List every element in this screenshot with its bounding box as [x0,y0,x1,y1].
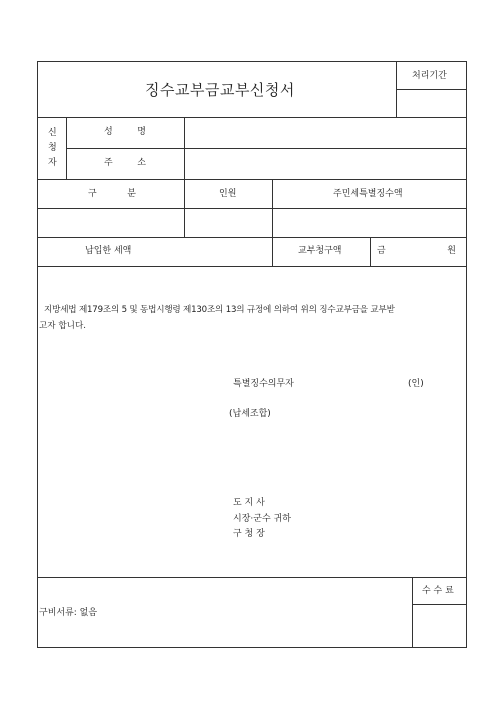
amount-label: 금 원 [377,246,456,256]
body-text-line-2: 고자 합니다. [39,321,86,331]
processing-period-value[interactable] [397,90,466,116]
tax-amount-field[interactable] [273,209,466,236]
obligor-label: 특별징수의무자 [233,379,294,389]
category-header: 구 분 [88,189,136,199]
recipient-mayor: 시장·군수 귀하 [233,514,291,524]
applicant-label-char-1: 신 [48,128,57,138]
processing-period-label: 처리기간 [412,71,447,81]
seal-label: (인) [408,379,424,389]
applicant-label-char-2: 청 [48,143,57,153]
paid-tax-field[interactable] [185,238,272,265]
obligor-signature-field[interactable] [300,376,400,392]
requested-amount-label: 교부청구액 [298,246,342,256]
divider [66,117,67,179]
body-text-line-1: 지방세법 제179조의 5 및 동법시행령 제130조의 13의 규정에 의하여 위의 징수교부금을 교부받 [44,305,395,315]
fee-label: 수 수 료 [422,586,454,596]
association-label: (납세조합) [229,409,271,419]
address-field[interactable] [185,149,466,178]
divider [37,577,467,578]
name-label: 성 명 [104,127,146,137]
name-field[interactable] [185,118,466,147]
count-field[interactable] [185,209,272,236]
category-field[interactable] [38,209,184,236]
applicant-label-char-3: 자 [48,158,57,168]
form-title: 징수교부금교부신청서 [145,81,295,99]
address-label: 주 소 [104,158,146,168]
fee-field[interactable] [413,605,466,647]
tax-amount-header: 주민세특별징수액 [333,189,403,199]
recipient-district-head: 구 청 장 [233,529,265,539]
divider [37,179,467,180]
divider [37,266,467,267]
paid-tax-label: 납입한 세액 [85,246,132,256]
divider [370,237,371,266]
required-docs-label: 구비서류: 없음 [39,608,98,618]
count-header: 인원 [219,189,237,199]
recipient-governor: 도 지 사 [233,498,265,508]
